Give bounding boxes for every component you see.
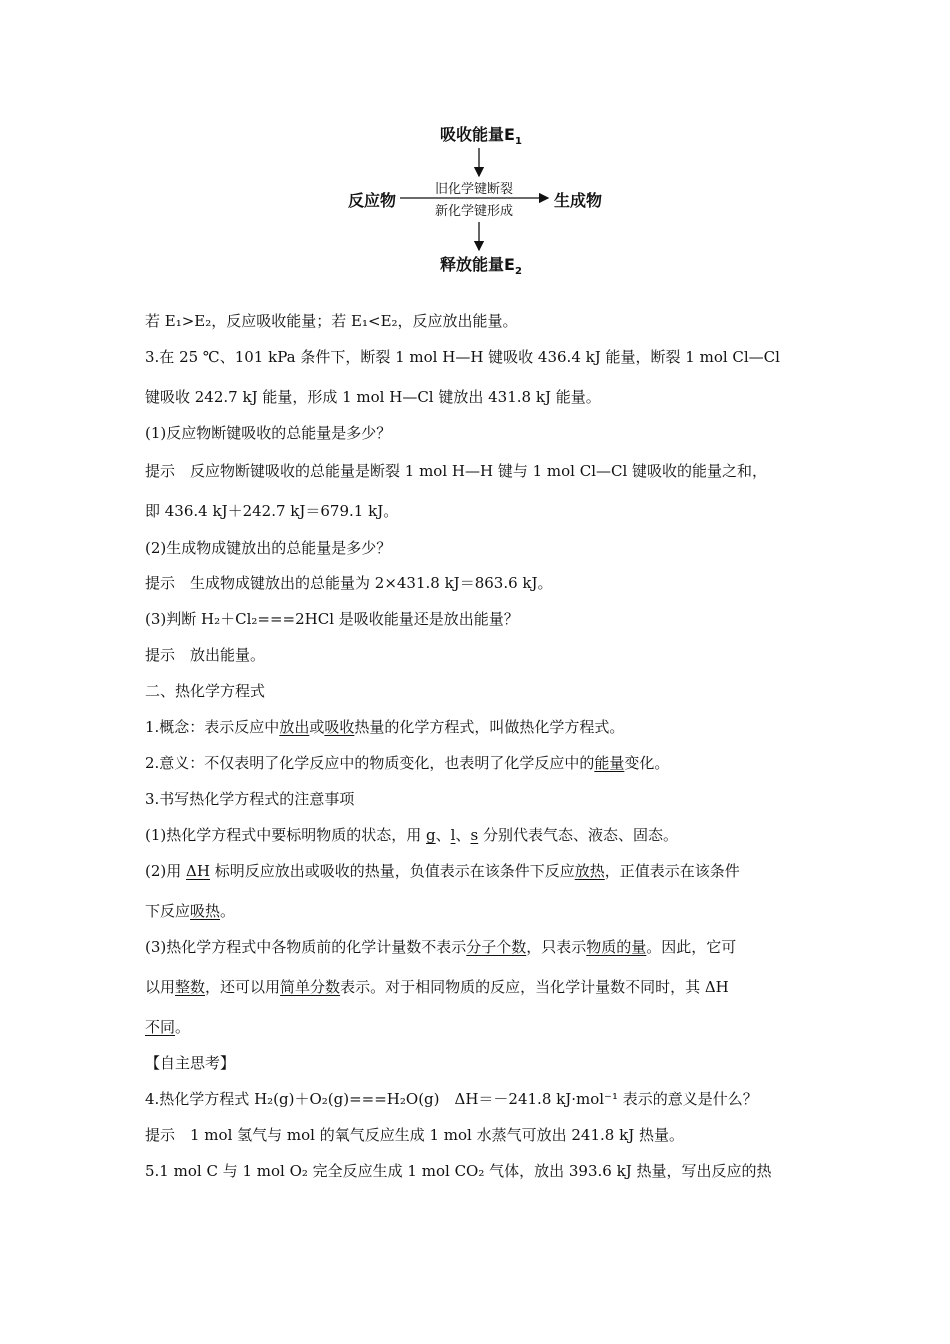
question-line: 5.1 mol C 与 1 mol O₂ 完全反应生成 1 mol CO₂ 气体，放出 393.6 kJ 热量，写出反应的热	[145, 1162, 772, 1180]
text-line: 若 E₁>E₂，反应吸收能量；若 E₁<E₂，反应放出能量。	[145, 312, 518, 330]
section-heading: 【自主思考】	[145, 1054, 236, 1072]
note-line: 下反应吸热。	[145, 902, 236, 920]
note-line: 不同。	[145, 1018, 191, 1036]
release-energy-label: 释放能量$E_2$	[440, 255, 522, 278]
hint-line: 提示 放出能量。	[145, 646, 266, 664]
text-line: 3.书写热化学方程式的注意事项	[145, 790, 355, 808]
text-line: (1)反应物断键吸收的总能量是多少？	[145, 424, 392, 442]
note-line: (2)用 ΔH 标明反应放出或吸收的热量，负值表示在该条件下反应放热，正值表示在该条件	[145, 862, 740, 880]
hint-line: 提示 反应物断键吸收的总能量是断裂 1 mol H—H 键与 1 mol Cl—Cl 键吸收的能量之和，	[145, 462, 768, 480]
text-line: 即 436.4 kJ＋242.7 kJ＝679.1 kJ。	[145, 502, 399, 520]
product-label: 生成物	[554, 191, 603, 210]
text-line: 3.在 25 ℃、101 kPa 条件下，断裂 1 mol H—H 键吸收 436.4 kJ 能量，断裂 1 mol Cl—Cl	[145, 348, 780, 366]
question-line: 4.热化学方程式 H₂(g)＋O₂(g)===H₂O(g) ΔH＝－241.8 kJ·mol⁻¹ 表示的意义是什么？	[145, 1090, 758, 1108]
note-line: (3)热化学方程式中各物质前的化学计量数不表示分子个数，只表示物质的量。因此，它可	[145, 938, 737, 956]
text-line: (2)生成物成键放出的总能量是多少？	[145, 539, 392, 557]
concept-line: 1.概念：表示反应中放出或吸收热量的化学方程式，叫做热化学方程式。	[145, 718, 625, 736]
text-line: (3)判断 H₂＋Cl₂===2HCl 是吸收能量还是放出能量？	[145, 610, 519, 628]
reactant-label: 反应物	[348, 191, 397, 210]
note-line: 以用整数，还可以用简单分数表示。对于相同物质的反应，当化学计量数不同时，其 ΔH	[145, 978, 729, 996]
section-heading: 二、热化学方程式	[145, 682, 266, 700]
bond-form-text: 新化学键形成	[435, 204, 514, 219]
meaning-line: 2.意义：不仅表明了化学反应中的物质变化，也表明了化学反应中的能量变化。	[145, 754, 670, 772]
hint-line: 提示 生成物成键放出的总能量为 2×431.8 kJ＝863.6 kJ。	[145, 574, 553, 592]
bond-break-text: 旧化学键断裂	[435, 182, 514, 197]
hint-line: 提示 1 mol 氢气与 mol 的氧气反应生成 1 mol 水蒸气可放出 241.8 kJ 热量。	[145, 1126, 684, 1144]
note-line: (1)热化学方程式中要标明物质的状态，用 g、l、s 分别代表气态、液态、固态。	[145, 826, 678, 844]
absorb-energy-label: 吸收能量$E_1$	[440, 125, 522, 148]
reaction-energy-diagram	[330, 118, 630, 278]
text-line: 键吸收 242.7 kJ 能量，形成 1 mol H—Cl 键放出 431.8 kJ 能量。	[145, 388, 601, 406]
